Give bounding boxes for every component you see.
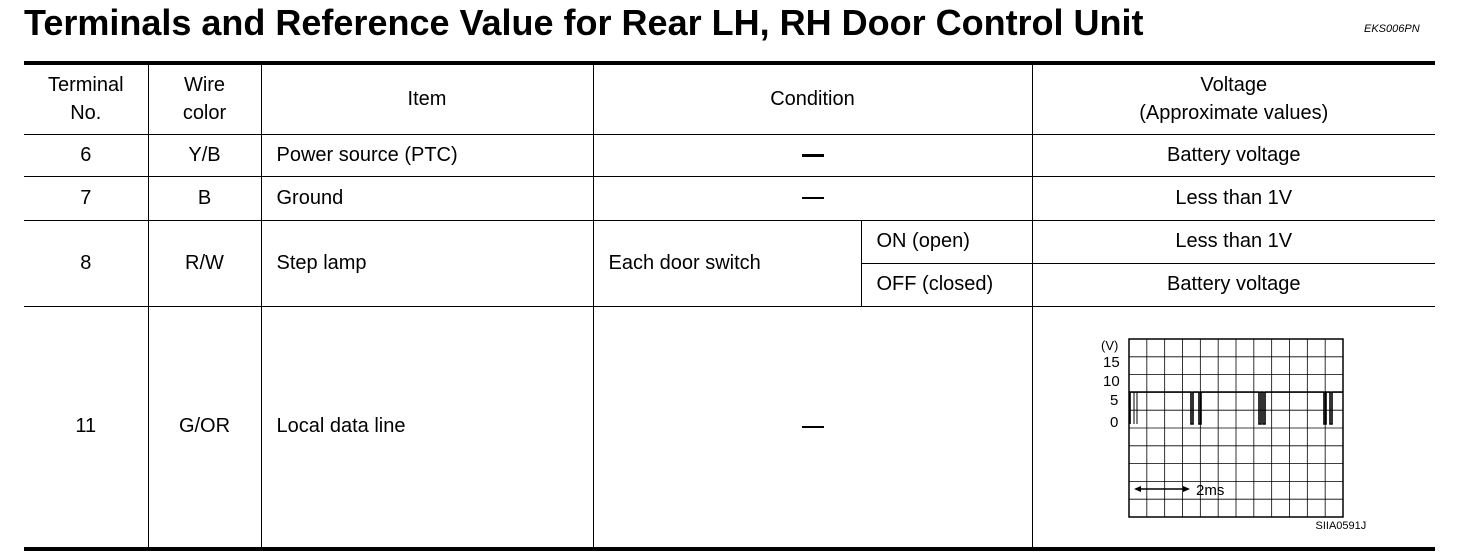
wire-color: Y/B bbox=[148, 134, 261, 176]
header-terminal-line2: No. bbox=[70, 102, 102, 125]
header-wire-line1: Wire bbox=[183, 74, 226, 97]
condition-dash bbox=[802, 426, 824, 428]
table-row bbox=[24, 220, 1435, 263]
condition-dash bbox=[802, 197, 824, 199]
y-tick-15: 15 bbox=[1102, 353, 1120, 371]
y-tick-0: 0 bbox=[1109, 413, 1118, 431]
oscilloscope-graph bbox=[1033, 307, 1435, 547]
terminal-no: 11 bbox=[24, 306, 148, 549]
header-terminal bbox=[24, 63, 148, 134]
time-scale-label: 2ms bbox=[1195, 481, 1224, 499]
voltage: Battery voltage bbox=[1032, 263, 1435, 306]
header-wire-line2: color bbox=[182, 102, 227, 125]
y-tick-10: 10 bbox=[1102, 372, 1120, 390]
header-terminal-line1: Terminal bbox=[47, 74, 124, 97]
waveform-trace bbox=[1130, 392, 1343, 424]
condition bbox=[593, 306, 1032, 549]
header-condition: Condition bbox=[593, 63, 1032, 134]
header-wire-color bbox=[148, 63, 261, 134]
table-header-row bbox=[24, 63, 1435, 134]
terminal-no: 8 bbox=[24, 220, 148, 306]
voltage: Less than 1V bbox=[1032, 176, 1435, 220]
terminal-no: 7 bbox=[24, 176, 148, 220]
wire-color: G/OR bbox=[148, 306, 261, 549]
condition: Each door switch bbox=[593, 220, 861, 306]
condition-dash bbox=[802, 154, 824, 157]
table-row bbox=[24, 176, 1435, 220]
condition bbox=[593, 134, 1032, 176]
page-title: Terminals and Reference Value for Rear LH, RH Door Control Unit bbox=[24, 2, 1144, 43]
condition bbox=[593, 176, 1032, 220]
header-voltage-line2: (Approximate values) bbox=[1139, 102, 1329, 125]
terminal-no: 6 bbox=[24, 134, 148, 176]
wire-color: R/W bbox=[148, 220, 261, 306]
item: Power source (PTC) bbox=[261, 134, 593, 176]
header-voltage bbox=[1032, 63, 1435, 134]
y-unit-label: (V) bbox=[1100, 337, 1118, 353]
document-code: EKS006PN bbox=[1364, 23, 1420, 35]
voltage: Battery voltage bbox=[1032, 134, 1435, 176]
condition-state: ON (open) bbox=[861, 220, 1032, 263]
header-voltage-line1: Voltage bbox=[1200, 74, 1268, 97]
table-row bbox=[24, 134, 1435, 176]
item: Ground bbox=[261, 176, 593, 220]
time-scale-arrow bbox=[1134, 486, 1190, 492]
item: Local data line bbox=[261, 306, 593, 549]
y-tick-5: 5 bbox=[1109, 391, 1118, 409]
wire-color: B bbox=[148, 176, 261, 220]
header-item: Item bbox=[261, 63, 593, 134]
table-row bbox=[24, 306, 1435, 549]
voltage: Less than 1V bbox=[1032, 220, 1435, 263]
condition-state: OFF (closed) bbox=[861, 263, 1032, 306]
scope-grid bbox=[1129, 339, 1343, 517]
terminal-reference-table bbox=[24, 61, 1435, 551]
item: Step lamp bbox=[261, 220, 593, 306]
oscilloscope-figure bbox=[1033, 307, 1435, 547]
voltage-waveform-cell bbox=[1032, 306, 1435, 549]
figure-code: SIIA0591J bbox=[1315, 519, 1367, 532]
